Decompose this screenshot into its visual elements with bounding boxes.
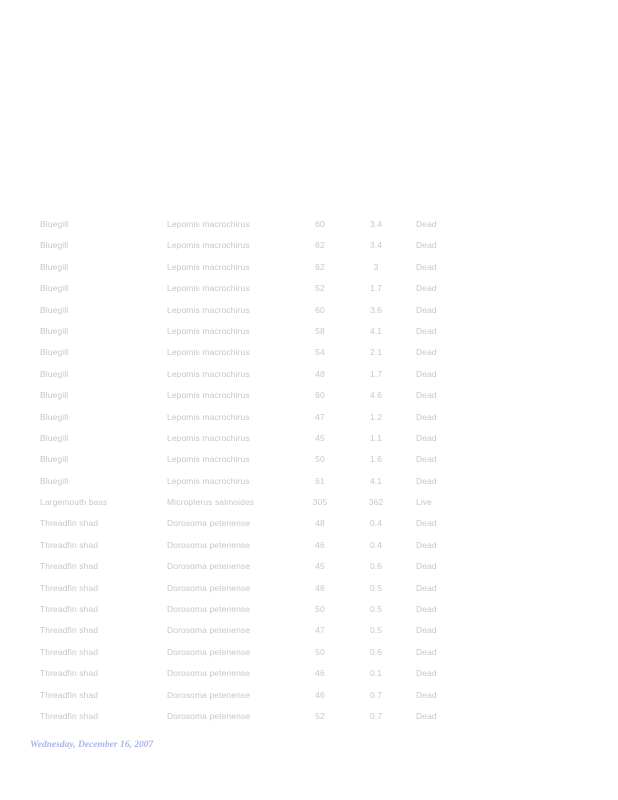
common-name-cell: Threadfin shad: [40, 710, 99, 721]
weight-cell: 0.4: [369, 518, 383, 529]
length-cell: 50: [315, 646, 325, 657]
table-row: [0, 599, 618, 620]
table-row: [0, 257, 618, 278]
table-row: [0, 556, 618, 577]
weight-cell: 3.6: [369, 304, 383, 315]
length-cell: 54: [315, 347, 325, 358]
length-cell: 50: [315, 604, 325, 615]
weight-cell: 0.6: [369, 561, 383, 572]
table-row: [0, 385, 618, 406]
common-name-cell: Bluegill: [40, 240, 69, 251]
weight-cell: 3.4: [369, 219, 383, 229]
table-row: [0, 642, 618, 663]
length-cell: 60: [315, 304, 325, 315]
scientific-name-cell: Dorosoma petenense: [167, 668, 251, 679]
status-cell: Dead: [416, 625, 437, 636]
common-name-cell: Bluegill: [40, 347, 69, 358]
table-row: [0, 620, 618, 641]
table-row: [0, 342, 618, 363]
table-row: [0, 235, 618, 256]
weight-cell: 4.1: [369, 475, 383, 486]
status-cell: Dead: [416, 368, 437, 379]
length-cell: 62: [315, 240, 325, 251]
table-row: [0, 428, 618, 449]
common-name-cell: Threadfin shad: [40, 561, 99, 572]
length-cell: 45: [315, 561, 325, 572]
weight-cell: 0.1: [369, 668, 383, 679]
common-name-cell: Threadfin shad: [40, 668, 99, 679]
weight-cell: 0.5: [369, 604, 383, 615]
common-name-cell: Bluegill: [40, 261, 69, 272]
scientific-name-cell: Lepomis macrochirus: [167, 432, 250, 443]
length-cell: 48: [315, 518, 325, 529]
status-cell: Dead: [416, 689, 437, 700]
weight-cell: 0.6: [369, 646, 383, 657]
status-cell: Dead: [416, 432, 437, 443]
scientific-name-cell: Dorosoma petenense: [167, 710, 251, 721]
status-cell: Dead: [416, 539, 437, 550]
length-cell: 47: [315, 625, 325, 636]
length-cell: 46: [315, 689, 325, 700]
common-name-cell: Threadfin shad: [40, 625, 99, 636]
common-name-cell: Threadfin shad: [40, 646, 99, 657]
weight-cell: 3.4: [369, 240, 383, 251]
table-row: [0, 685, 618, 706]
scientific-name-cell: Lepomis macrochirus: [167, 347, 250, 358]
common-name-cell: Bluegill: [40, 390, 69, 401]
status-cell: Dead: [416, 411, 437, 422]
weight-cell: 1.7: [369, 368, 383, 379]
weight-cell: 4.6: [369, 390, 383, 401]
length-cell: 61: [315, 475, 325, 486]
scientific-name-cell: Dorosoma petenense: [167, 604, 251, 615]
status-cell: Dead: [416, 475, 437, 486]
scientific-name-cell: Lepomis macrochirus: [167, 454, 250, 465]
length-cell: 60: [315, 219, 325, 229]
common-name-cell: Bluegill: [40, 475, 69, 486]
common-name-cell: Threadfin shad: [40, 689, 99, 700]
weight-cell: 0.5: [369, 582, 383, 593]
status-cell: Dead: [416, 604, 437, 615]
table-row: [0, 663, 618, 684]
common-name-cell: Threadfin shad: [40, 539, 99, 550]
common-name-cell: Threadfin shad: [40, 518, 99, 529]
length-cell: 45: [315, 432, 325, 443]
length-cell: 46: [315, 539, 325, 550]
table-row: [0, 300, 618, 321]
status-cell: Dead: [416, 561, 437, 572]
length-cell: 46: [315, 582, 325, 593]
table-row: [0, 214, 618, 235]
scientific-name-cell: Lepomis macrochirus: [167, 411, 250, 422]
status-cell: Dead: [416, 646, 437, 657]
weight-cell: 0.4: [369, 539, 383, 550]
scientific-name-cell: Lepomis macrochirus: [167, 219, 250, 229]
table-row: [0, 471, 618, 492]
weight-cell: 0.7: [369, 689, 383, 700]
status-cell: Dead: [416, 325, 437, 336]
table-row: [0, 578, 618, 599]
length-cell: 48: [315, 368, 325, 379]
table-row: [0, 492, 618, 513]
length-cell: 62: [315, 261, 325, 272]
weight-cell: 1.6: [369, 454, 383, 465]
common-name-cell: Bluegill: [40, 219, 69, 229]
status-cell: Dead: [416, 304, 437, 315]
common-name-cell: Bluegill: [40, 454, 69, 465]
scientific-name-cell: Dorosoma petenense: [167, 646, 251, 657]
common-name-cell: Bluegill: [40, 432, 69, 443]
table-row: [0, 407, 618, 428]
table-row: [0, 535, 618, 556]
weight-cell: 1.1: [369, 432, 383, 443]
scientific-name-cell: Lepomis macrochirus: [167, 283, 250, 294]
status-cell: Dead: [416, 668, 437, 679]
common-name-cell: Threadfin shad: [40, 604, 99, 615]
common-name-cell: Bluegill: [40, 304, 69, 315]
weight-cell: 2.1: [369, 347, 383, 358]
length-cell: 305: [312, 497, 328, 508]
status-cell: Dead: [416, 240, 437, 251]
status-cell: Live: [416, 497, 432, 508]
scientific-name-cell: Lepomis macrochirus: [167, 261, 250, 272]
length-cell: 52: [315, 283, 325, 294]
scientific-name-cell: Dorosoma petenense: [167, 518, 251, 529]
length-cell: 60: [315, 390, 325, 401]
scientific-name-cell: Dorosoma petenense: [167, 689, 251, 700]
scientific-name-cell: Lepomis macrochirus: [167, 325, 250, 336]
table-row: [0, 449, 618, 470]
status-cell: Dead: [416, 347, 437, 358]
weight-cell: 1.2: [369, 411, 383, 422]
status-cell: Dead: [416, 518, 437, 529]
fish-data-table: [0, 214, 618, 727]
scientific-name-cell: Lepomis macrochirus: [167, 240, 250, 251]
footer-date: Wednesday, December 16, 2007: [30, 740, 154, 750]
weight-cell: 4.1: [369, 325, 383, 336]
scientific-name-cell: Lepomis macrochirus: [167, 475, 250, 486]
scientific-name-cell: Lepomis macrochirus: [167, 368, 250, 379]
length-cell: 58: [315, 325, 325, 336]
scientific-name-cell: Dorosoma petenense: [167, 625, 251, 636]
common-name-cell: Bluegill: [40, 325, 69, 336]
scientific-name-cell: Dorosoma petenense: [167, 582, 251, 593]
status-cell: Dead: [416, 261, 437, 272]
table-row: [0, 513, 618, 534]
scientific-name-cell: Dorosoma petenense: [167, 561, 251, 572]
weight-cell: 3: [373, 261, 379, 272]
length-cell: 47: [315, 411, 325, 422]
status-cell: Dead: [416, 710, 437, 721]
table-row: [0, 706, 618, 727]
weight-cell: 1.7: [369, 283, 383, 294]
weight-cell: 0.7: [369, 710, 383, 721]
status-cell: Dead: [416, 283, 437, 294]
common-name-cell: Bluegill: [40, 411, 69, 422]
length-cell: 50: [315, 454, 325, 465]
scientific-name-cell: Lepomis macrochirus: [167, 390, 250, 401]
common-name-cell: Threadfin shad: [40, 582, 99, 593]
common-name-cell: Largemouth bass: [40, 497, 108, 508]
common-name-cell: Bluegill: [40, 368, 69, 379]
status-cell: Dead: [416, 454, 437, 465]
length-cell: 52: [315, 710, 325, 721]
length-cell: 46: [315, 668, 325, 679]
status-cell: Dead: [416, 219, 437, 229]
weight-cell: 362: [368, 497, 384, 508]
table-row: [0, 278, 618, 299]
status-cell: Dead: [416, 390, 437, 401]
weight-cell: 0.5: [369, 625, 383, 636]
table-row: [0, 364, 618, 385]
status-cell: Dead: [416, 582, 437, 593]
common-name-cell: Bluegill: [40, 283, 69, 294]
scientific-name-cell: Micropterus salmoides: [167, 497, 255, 508]
table-row: [0, 321, 618, 342]
scientific-name-cell: Lepomis macrochirus: [167, 304, 250, 315]
scientific-name-cell: Dorosoma petenense: [167, 539, 251, 550]
